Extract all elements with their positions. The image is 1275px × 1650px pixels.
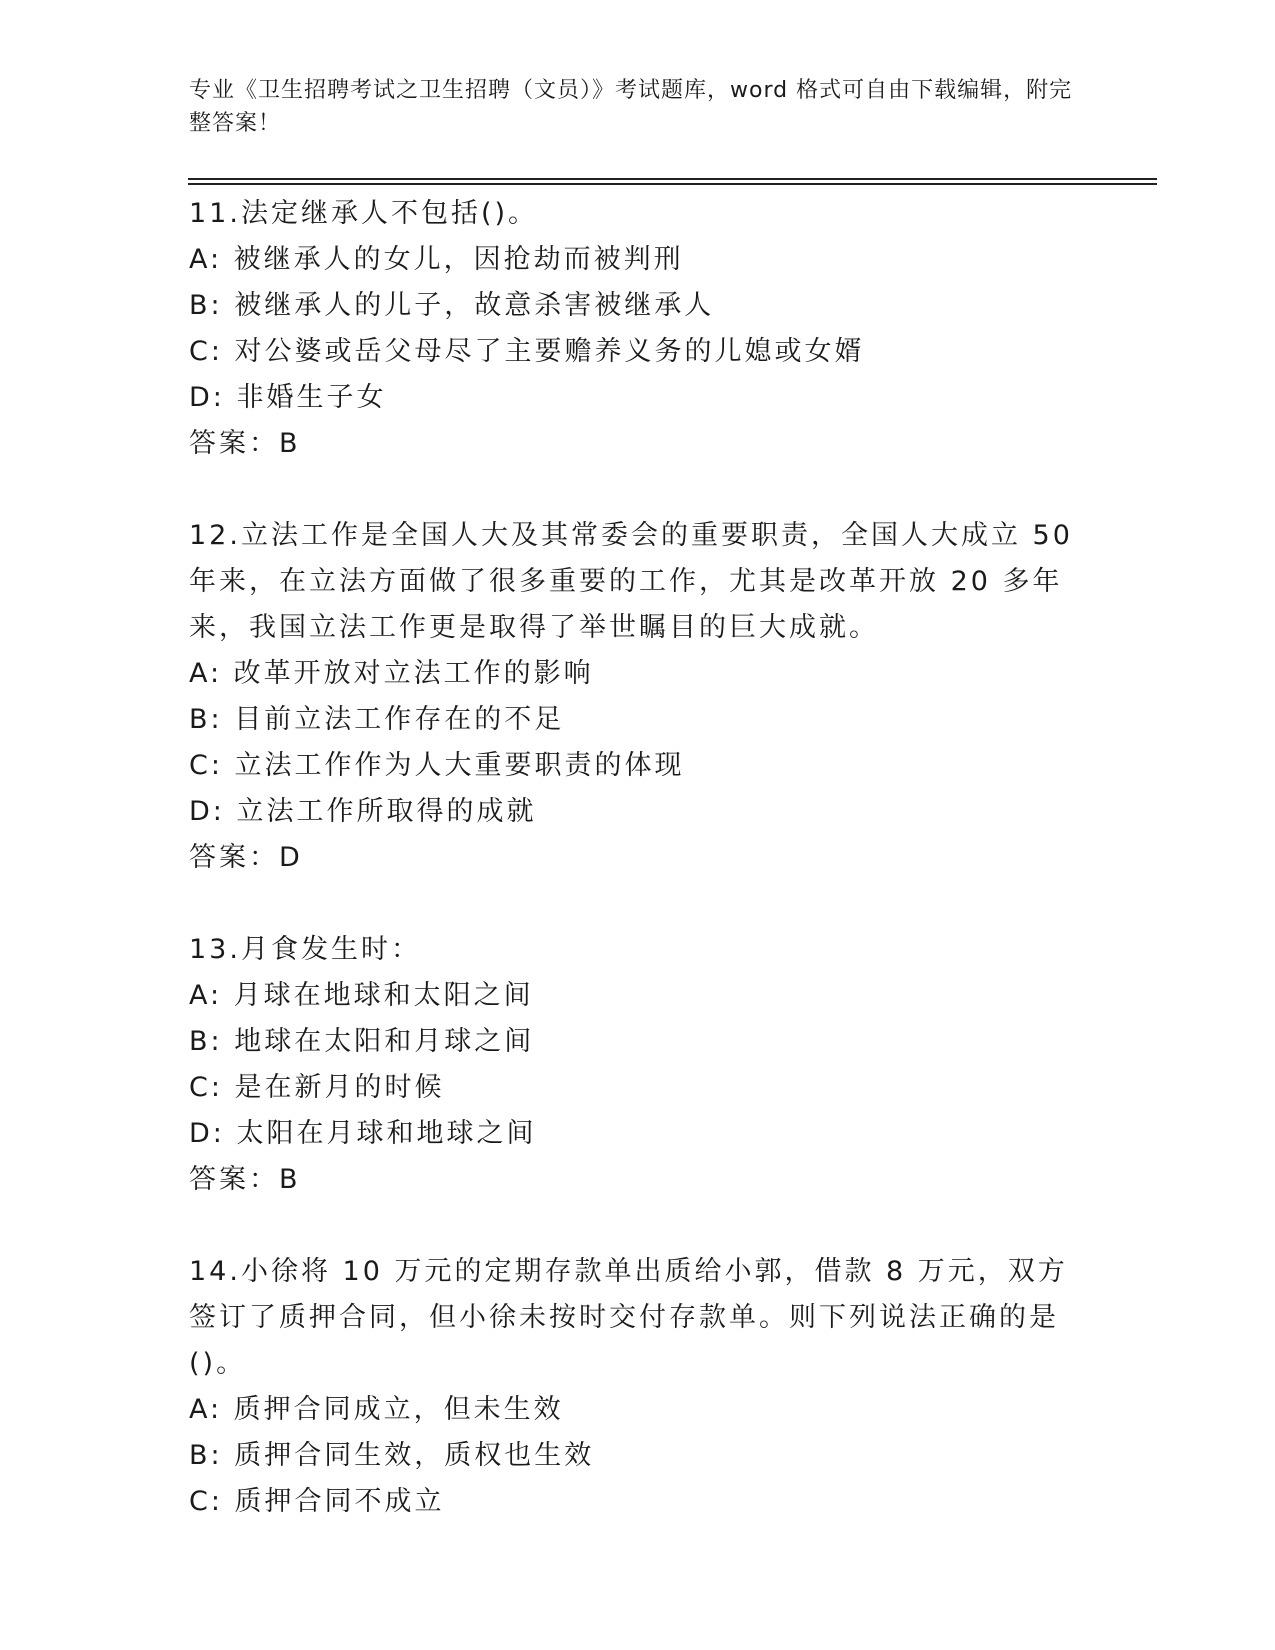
- question-13: [189, 927, 1089, 1203]
- question-list: [189, 191, 1089, 1571]
- question-stem: 11.法定继承人不包括()。: [189, 198, 539, 229]
- answer: 答案：B: [189, 428, 301, 459]
- option-c: C: 立法工作作为人大重要职责的体现: [189, 750, 685, 781]
- question-stem: 13.月食发生时：: [189, 934, 421, 965]
- answer: 答案：D: [189, 842, 303, 873]
- header-rule-top: [188, 178, 1157, 180]
- answer: 答案：B: [189, 1164, 301, 1195]
- option-a: A: 月球在地球和太阳之间: [189, 980, 534, 1011]
- header-text: 专业《卫生招聘考试之卫生招聘（文员）》考试题库，word 格式可自由下载编辑，附完整答案！: [189, 78, 1073, 136]
- option-b: B: 被继承人的儿子，故意杀害被继承人: [189, 290, 715, 321]
- document-header: [189, 74, 1089, 140]
- option-c: C: 对公婆或岳父母尽了主要赡养义务的儿媳或女婿: [189, 336, 865, 367]
- option-a: A: 质押合同成立，但未生效: [189, 1394, 564, 1425]
- question-stem: 14.小徐将 10 万元的定期存款单出质给小郭，借款 8 万元，双方签订了质押合同，但小徐未按时交付存款单。则下列说法正确的是()。: [189, 1256, 1068, 1379]
- option-b: B: 质押合同生效，质权也生效: [189, 1440, 595, 1471]
- option-b: B: 目前立法工作存在的不足: [189, 704, 565, 735]
- question-stem: 12.立法工作是全国人大及其常委会的重要职责，全国人大成立 50 年来，在立法方面做了很多重要的工作，尤其是改革开放 20 多年来，我国立法工作更是取得了举世瞩目的巨大成就。: [189, 520, 1073, 643]
- option-c: C: 是在新月的时候: [189, 1072, 445, 1103]
- header-rule-bottom: [188, 183, 1157, 185]
- option-a: A: 改革开放对立法工作的影响: [189, 658, 594, 689]
- option-d: D: 太阳在月球和地球之间: [189, 1118, 537, 1149]
- option-a: A: 被继承人的女儿，因抢劫而被判刑: [189, 244, 684, 275]
- option-d: D: 立法工作所取得的成就: [189, 796, 537, 827]
- option-c: C: 质押合同不成立: [189, 1486, 445, 1517]
- question-12: [189, 513, 1089, 881]
- option-b: B: 地球在太阳和月球之间: [189, 1026, 535, 1057]
- question-11: [189, 191, 1089, 467]
- question-14: [189, 1249, 1089, 1525]
- option-d: D: 非婚生子女: [189, 382, 387, 413]
